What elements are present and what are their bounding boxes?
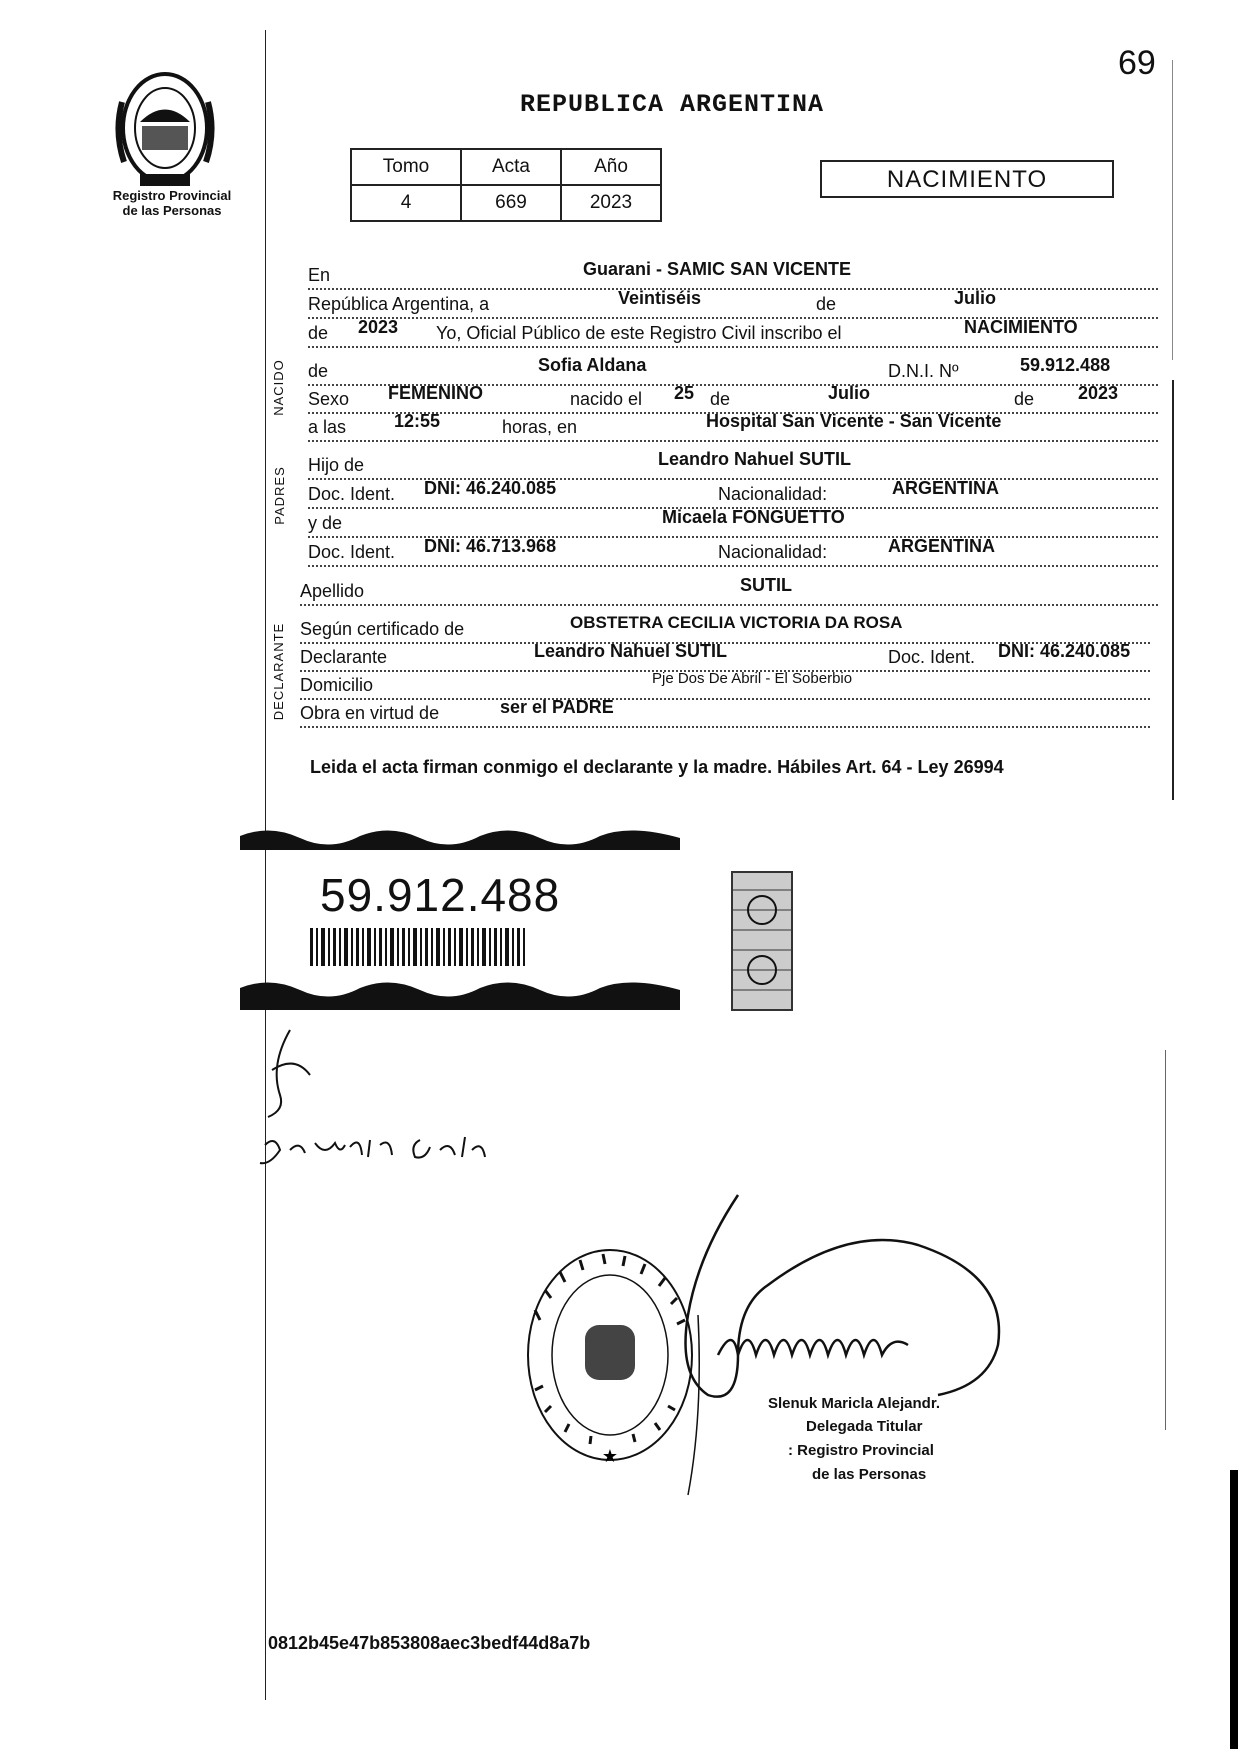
birth-place-value: Hospital San Vicente - San Vicente	[706, 411, 1002, 431]
address-value: Pje Dos De Abril - El Soberbio	[652, 670, 853, 687]
value-tomo: 4	[351, 185, 461, 221]
page-number: 69	[1118, 44, 1156, 82]
row-madre: y de Micaela FONGUETTO	[308, 510, 1158, 538]
document-title: REPUBLICA ARGENTINA	[520, 90, 825, 119]
capacity-value: ser el PADRE	[500, 697, 614, 717]
row-anio: de 2023 Yo, Oficial Público de este Registro Civil inscribo el NACIMIENTO	[308, 320, 1158, 348]
row-declarante: Declarante Leandro Nahuel SUTIL Doc. Ident. DNI: 46.240.085	[300, 644, 1150, 672]
declarant-signature	[250, 1025, 510, 1185]
month-value: Julio	[954, 288, 997, 308]
document-type-box: NACIMIENTO	[820, 160, 1114, 198]
child-dni-value: 59.912.488	[1020, 355, 1111, 375]
dni-sticker-number: 59.912.488	[320, 869, 561, 921]
row-padre: Hijo de Leandro Nahuel SUTIL	[308, 452, 1158, 480]
mother-nationality-value: ARGENTINA	[888, 536, 995, 556]
section-label-padres: PADRES	[271, 466, 287, 525]
mother-name-value: Micaela FONGUETTO	[662, 507, 845, 527]
certificate-value: OBSTETRA CECILIA VICTORIA DA ROSA	[570, 613, 903, 632]
father-name-value: Leandro Nahuel SUTIL	[658, 449, 852, 469]
father-doc-value: DNI: 46.240.085	[424, 478, 557, 498]
section-label-declarante: DECLARANTE	[271, 622, 287, 721]
birth-year-value: 2023	[1078, 383, 1119, 403]
sticker-pattern-bottom	[240, 982, 680, 1010]
day-value: Veintiséis	[618, 288, 702, 308]
declarant-doc-value: DNI: 46.240.085	[998, 641, 1131, 661]
official-title: Delegada Titular	[806, 1418, 923, 1435]
right-margin-line	[1172, 60, 1173, 360]
security-hologram-icon	[730, 870, 794, 1012]
row-sexo: Sexo FEMENINO nacido el 25 de Julio de 2023	[308, 386, 1158, 414]
svg-text:★: ★	[601, 1446, 619, 1466]
row-nombre: de Sofia Aldana D.N.I. Nº 59.912.488	[308, 358, 1158, 386]
birth-time-value: 12:55	[394, 411, 441, 431]
emblem-caption: Registro Provincial de las Personas	[112, 188, 232, 218]
reference-table	[350, 148, 662, 222]
row-apellido: Apellido SUTIL	[300, 578, 1158, 606]
mother-doc-value: DNI: 46.713.968	[424, 536, 557, 556]
closing-statement: Leida el acta firman conmigo el declarante y la madre. Hábiles Art. 64 - Ley 26994	[310, 757, 1004, 777]
sex-value: FEMENINO	[388, 383, 484, 403]
barcode-icon	[310, 928, 525, 966]
header-acta: Acta	[461, 149, 561, 185]
father-nationality-value: ARGENTINA	[892, 478, 999, 498]
row-domicilio: Domicilio Pje Dos De Abril - El Soberbio	[300, 672, 1150, 700]
value-anio: 2023	[561, 185, 661, 221]
birth-month-value: Julio	[828, 383, 871, 403]
place-value: Guarani - SAMIC SAN VICENTE	[583, 259, 852, 279]
row-padre-doc: Doc. Ident. DNI: 46.240.085 Nacionalidad: ARGENTINA	[308, 481, 1158, 509]
official-name: Slenuk Maricla Alejandr.	[768, 1395, 941, 1412]
document-hash: 0812b45e47b853808aec3bedf44d8a7b	[268, 1633, 591, 1653]
birth-day-value: 25	[674, 383, 695, 403]
official-office-line1: : Registro Provincial	[788, 1442, 934, 1459]
row-fecha: República Argentina, a Veintiséis de Julio	[308, 291, 1158, 319]
section-label-nacido: NACIDO	[270, 359, 286, 416]
header-anio: Año	[561, 149, 661, 185]
official-office-line2: de las Personas	[812, 1466, 927, 1483]
edge-bar	[1230, 1470, 1238, 1749]
sticker-pattern-top	[240, 830, 680, 850]
value-acta: 669	[461, 185, 561, 221]
right-margin-line-3	[1165, 1050, 1166, 1430]
province-emblem-icon	[110, 62, 220, 190]
child-name-value: Sofia Aldana	[538, 355, 647, 375]
row-en: En Guarani - SAMIC SAN VICENTE	[308, 262, 1158, 290]
row-obra: Obra en virtud de ser el PADRE	[300, 700, 1150, 728]
header-tomo: Tomo	[351, 149, 461, 185]
row-hora: a las 12:55 horas, en Hospital San Vicente - San Vicente	[308, 414, 1158, 442]
surname-value: SUTIL	[740, 575, 792, 595]
act-type-value: NACIMIENTO	[964, 317, 1078, 337]
right-margin-line-2	[1172, 380, 1174, 800]
official-seal-icon	[515, 1240, 705, 1470]
row-madre-doc: Doc. Ident. DNI: 46.713.968 Nacionalidad: ARGENTINA	[308, 539, 1158, 567]
declarant-name-value: Leandro Nahuel SUTIL	[534, 641, 728, 661]
row-certificado: Según certificado de OBSTETRA CECILIA VICTORIA DA ROSA	[300, 616, 1150, 644]
year-value: 2023	[358, 317, 399, 337]
